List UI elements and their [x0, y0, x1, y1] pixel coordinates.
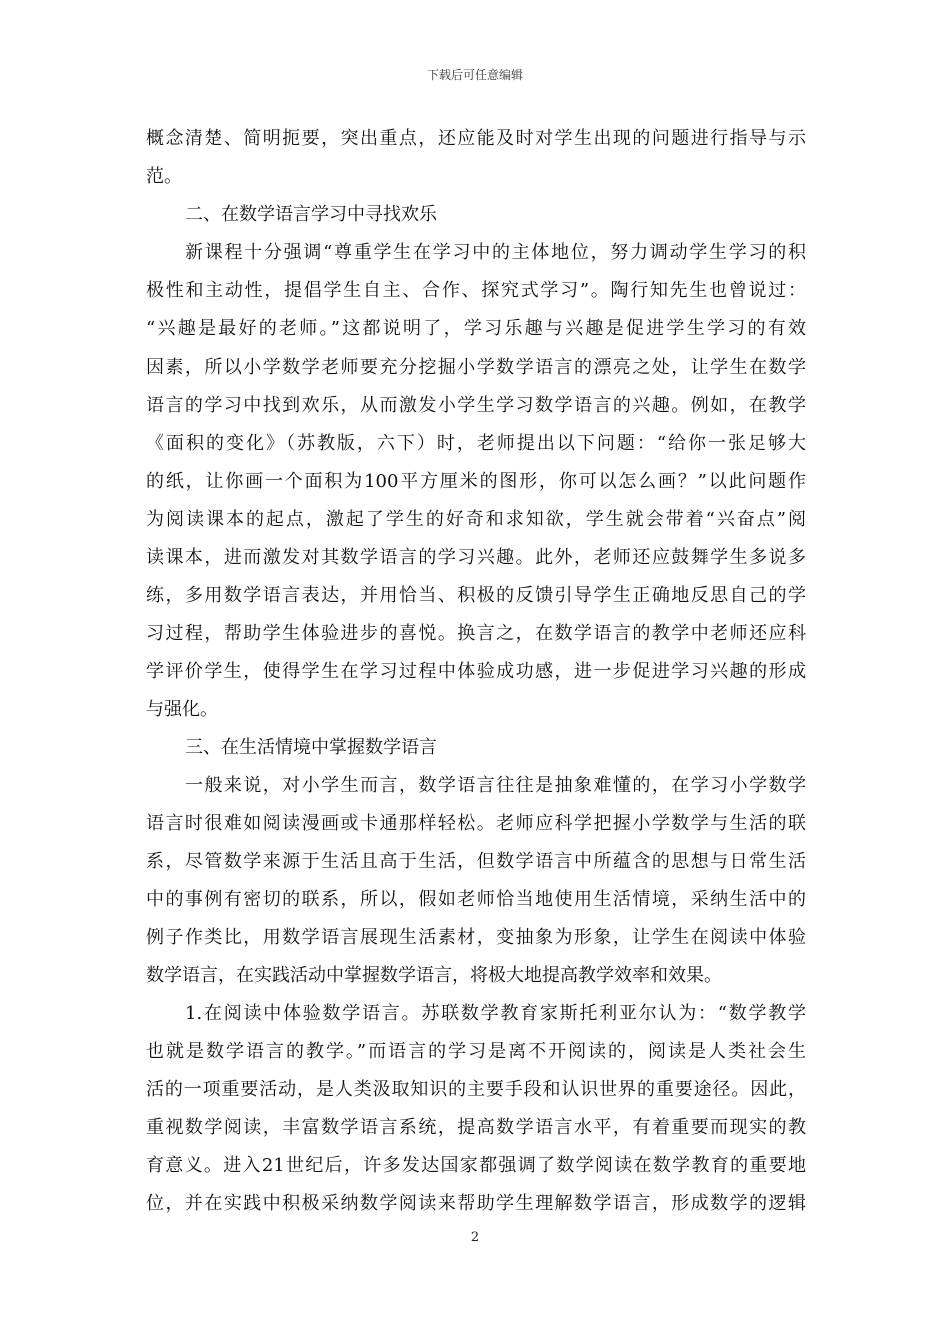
paragraph-line: 《面积的变化》（苏教版，六下）时，老师提出以下问题：“给你一张足够大 [146, 433, 806, 454]
paragraph-line: 例子作类比，用数学语言展现生活素材，变抽象为形象，让学生在阅读中体验 [146, 927, 806, 948]
paragraph-line: 新课程十分强调“尊重学生在学习中的主体地位，努力调动学生学习的积 [185, 242, 806, 263]
paragraph-line: 的纸，让你画一个面积为100平方厘米的图形，你可以怎么画？”以此问题作 [146, 471, 806, 492]
paragraph-line: “兴趣是最好的老师。”这都说明了，学习乐趣与兴趣是促进学生学习的有效 [146, 318, 806, 339]
paragraph-line: 一般来说，对小学生而言，数学语言往往是抽象难懂的，在学习小学数学 [185, 775, 806, 796]
paragraph-line: 系，尽管数学来源于生活且高于生活，但数学语言中所蕴含的思想与日常生活 [146, 851, 806, 872]
paragraph-line: 语言时很难如阅读漫画或卡通那样轻松。老师应科学把握小学数学与生活的联 [146, 813, 806, 834]
paragraph-line: 1.在阅读中体验数学语言。苏联数学教育家斯托利亚尔认为：“数学教学 [185, 1003, 806, 1024]
paragraph-line: 与强化。 [146, 699, 218, 720]
section-heading: 二、在数学语言学习中寻找欢乐 [185, 204, 437, 225]
paragraph-line: 重视数学阅读，丰富数学语言系统，提高数学语言水平，有着重要而现实的教 [146, 1117, 806, 1138]
paragraph-line: 语言的学习中找到欢乐，从而激发小学生学习数学语言的兴趣。例如，在教学 [146, 395, 806, 416]
paragraph-line: 为阅读课本的起点，激起了学生的好奇和求知欲，学生就会带着“兴奋点”阅 [146, 509, 806, 530]
paragraph-line: 学评价学生，使得学生在学习过程中体验成功感，进一步促进学习兴趣的形成 [146, 661, 806, 682]
paragraph-line: 概念清楚、简明扼要，突出重点，还应能及时对学生出现的问题进行指导与示 [146, 128, 806, 149]
paragraph-line: 位，并在实践中积极采纳数学阅读来帮助学生理解数学语言，形成数学的逻辑 [146, 1193, 806, 1214]
paragraph-line: 育意义。进入21世纪后，许多发达国家都强调了数学阅读在数学教育的重要地 [146, 1155, 806, 1176]
paragraph-line: 习过程，帮助学生体验进步的喜悦。换言之，在数学语言的教学中老师还应科 [146, 623, 806, 644]
paragraph-line: 活的一项重要活动，是人类汲取知识的主要手段和认识世界的重要途径。因此， [146, 1079, 806, 1100]
paragraph-line: 中的事例有密切的联系，所以，假如老师恰当地使用生活情境，采纳生活中的 [146, 889, 806, 910]
section-heading: 三、在生活情境中掌握数学语言 [185, 737, 437, 758]
paragraph-line: 练，多用数学语言表达，并用恰当、积极的反馈引导学生正确地反思自己的学 [146, 585, 806, 606]
paragraph-line: 读课本，进而激发对其数学语言的学习兴趣。此外，老师还应鼓舞学生多说多 [146, 547, 806, 568]
page-header: 下载后可任意编辑 [426, 68, 523, 82]
paragraph-line: 范。 [146, 166, 182, 187]
paragraph-line: 极性和主动性，提倡学生自主、合作、探究式学习”。陶行知先生也曾说过： [146, 280, 806, 301]
paragraph-line: 因素，所以小学数学老师要充分挖掘小学数学语言的漂亮之处，让学生在数学 [146, 357, 806, 378]
paragraph-line: 也就是数学语言的教学。”而语言的学习是离不开阅读的，阅读是人类社会生 [146, 1041, 806, 1062]
paragraph-line: 数学语言，在实践活动中掌握数学语言，将极大地提高教学效率和效果。 [146, 965, 722, 986]
page-number: 2 [470, 1230, 480, 1245]
